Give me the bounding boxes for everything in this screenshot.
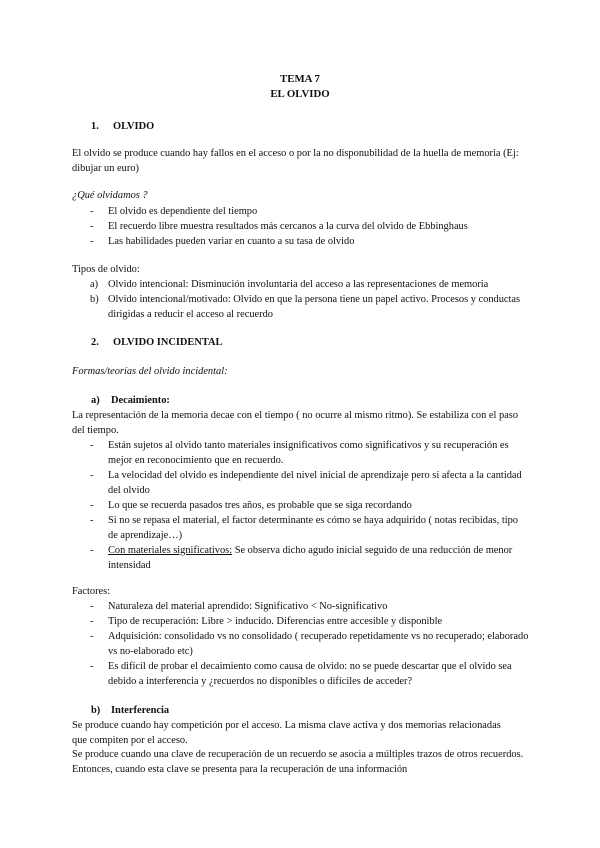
section-title: OLVIDO INCIDENTAL xyxy=(113,337,223,348)
question-heading: ¿Qué olvidamos ? xyxy=(72,190,148,201)
list-item: - La velocidad del olvido es independiente del nivel inicial de aprendizaje pero sí afecta a la cantidad del olvido xyxy=(90,470,522,496)
list-item: - Tipo de recuperación: Libre > inducido. Diferencias entre accesible y disponible xyxy=(90,616,443,627)
interference-paragraph-2: Se produce cuando una clave de recuperación de un recuerdo se asocia a múltiples trazos de otros recuerdos. Entonces, cuando esta clave se presenta para la recuperación de una información xyxy=(72,749,524,775)
dash-marker: - xyxy=(90,221,94,232)
underlined-phrase: Con materiales significativos: xyxy=(108,545,233,556)
question-list xyxy=(72,204,530,249)
subsection-letter: b) xyxy=(91,705,101,716)
dash-marker: - xyxy=(90,545,94,556)
subsection-letter: a) xyxy=(91,395,100,406)
subsection-title: Interferencia xyxy=(111,705,170,716)
list-item: - Con materiales significativos: Se observa dicho agudo inicial seguido de una reducción de menor intensidad xyxy=(90,545,513,571)
list-item: - Si no se repasa el material, el factor determinante es cómo se haya adquirido ( notas recibidas, tipo de aprendizaje…) xyxy=(90,515,518,541)
subsection-title: Decaimiento: xyxy=(111,395,170,406)
factors-list xyxy=(72,599,530,689)
types-heading: Tipos de olvido: xyxy=(72,264,140,275)
list-item: - Adquisición: consolidado vs no consolidado ( recuperado repetidamente vs no recuperado; elaborado vs no-elaborado etc) xyxy=(90,631,529,657)
letter-marker: b) xyxy=(90,294,99,305)
list-item: - Lo que se recuerda pasados tres años, es probable que se siga recordando xyxy=(90,500,412,511)
dash-marker: - xyxy=(90,470,94,481)
dash-marker: - xyxy=(90,440,94,451)
list-item: - Las habilidades pueden variar en cuanto a su tasa de olvido xyxy=(90,236,355,247)
section-title: OLVIDO xyxy=(113,121,155,132)
dash-marker: - xyxy=(90,500,94,511)
dash-marker: - xyxy=(90,601,94,612)
doc-title-topic: TEMA 7 xyxy=(280,73,320,85)
subsection-a-heading xyxy=(91,393,170,408)
section-number: 1. xyxy=(91,121,99,132)
intro-paragraph: El olvido se produce cuando hay fallos en el acceso o por la no disponubilidad de la huella de memoria (Ej: dibujar un euro) xyxy=(72,148,519,174)
dash-marker: - xyxy=(90,661,94,672)
types-list xyxy=(72,277,530,322)
dash-marker: - xyxy=(90,236,94,247)
letter-marker: a) xyxy=(90,279,99,290)
section-number: 2. xyxy=(91,337,99,348)
list-item: - El olvido es dependiente del tiempo xyxy=(90,206,258,217)
list-item: - Están sujetos al olvido tanto materiales insignificativos como significativos y su recuperación es mejor en reconocimiento que en recuerdo. xyxy=(90,440,509,466)
subsection-b-heading xyxy=(91,703,169,718)
forms-heading: Formas/teorías del olvido incidental: xyxy=(72,366,228,377)
doc-title-subject: EL OLVIDO xyxy=(270,88,330,100)
dash-marker: - xyxy=(90,515,94,526)
section-2-heading xyxy=(91,335,222,350)
list-item: b) Olvido intencional/motivado: Olvido en que la persona tiene un papel activo. Procesos y conductas dirigidas a reducir el acceso al recuerdo xyxy=(90,294,521,320)
decay-list xyxy=(72,438,530,573)
list-item: - Naturaleza del material aprendido: Significativo < No-significativo xyxy=(90,601,388,612)
list-item: a) Olvido intencional: Disminución involuntaria del acceso a las representaciones de memoria xyxy=(90,279,489,290)
dash-marker: - xyxy=(90,631,94,642)
list-item: - Es difícil de probar el decaimiento como causa de olvido: no se puede descartar que el olvido sea debido a interferencia y ¿recuerdos no disponibles o difíciles de acceder? xyxy=(90,661,512,687)
dash-marker: - xyxy=(90,206,94,217)
factors-heading: Factores: xyxy=(72,586,111,597)
decay-paragraph: La representación de la memoria decae con el tiempo ( no ocurre al mismo ritmo). Se estabiliza con el paso del tiempo. xyxy=(72,410,519,436)
list-item: - El recuerdo libre muestra resultados más cercanos a la curva del olvido de Ebbinghaus xyxy=(90,221,468,232)
dash-marker: - xyxy=(90,616,94,627)
section-1-heading xyxy=(91,119,154,134)
interference-paragraph-1: Se produce cuando hay competición por el acceso. La misma clave activa y dos memorias relacionadas que compiten por el acceso. xyxy=(72,720,501,746)
